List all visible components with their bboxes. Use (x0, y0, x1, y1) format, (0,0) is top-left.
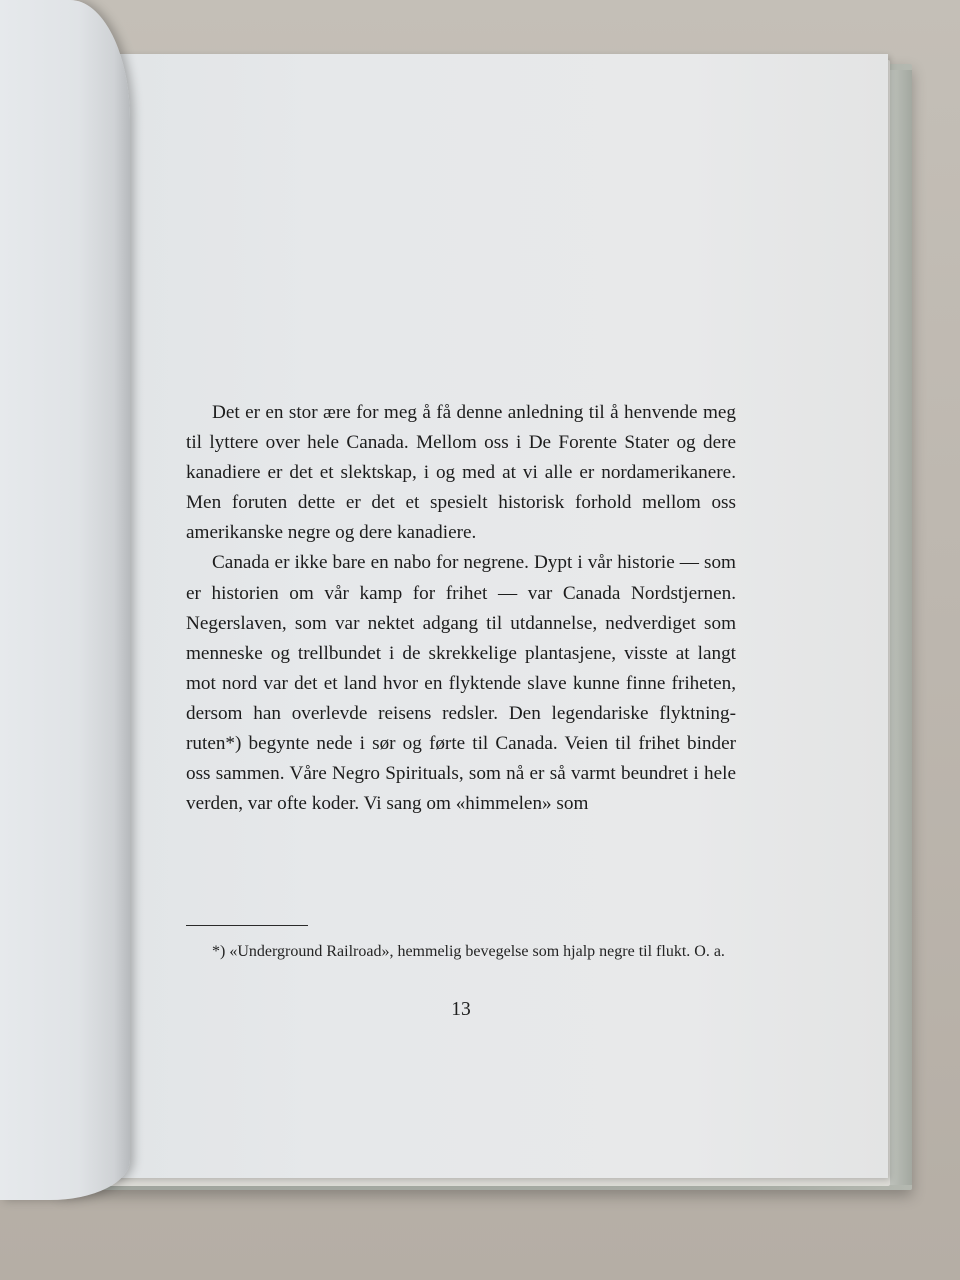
footnote-rule (186, 925, 308, 926)
body-text (186, 398, 736, 819)
footnote: *) «Underground Railroad», hemmelig bevegelse som hjalp negre til flukt. O. a. (212, 943, 725, 960)
paragraph-2: Canada er ikke bare en nabo for negrene. Dypt i vår historie — som er historien om vår kamp for frihet — var Canada Nordstjernen. Negerslaven, som var nektet adgang til utdannelse, nedverdiget som menneske og trellbundet i de skrekkelige plantasjene, visste at langt mot nord var det et land hvor en flyktende slave kunne finne friheten, dersom han overlevde reisens redsler. Den legendariske flyktning-ruten*) begynte nede i sør og førte til Canada. Veien til frihet binder oss sammen. Våre Negro Spirituals, som nå er så varmt beundret i hele verden, var ofte koder. Vi sang om «himmelen» som (186, 552, 736, 815)
left-page-curl (0, 0, 130, 1200)
page-number: 13 (451, 999, 471, 1020)
paragraph-1: Det er en stor ære for meg å få denne anledning til å henvende meg til lyttere over hele Canada. Mellom oss i De Forente Stater og dere kanadiere er det et slektskap, i og med at vi alle er nordamerikanere. Men foruten dette er det et spesielt historisk forhold mellom oss amerikanske negre og dere kanadiere. (186, 402, 736, 544)
